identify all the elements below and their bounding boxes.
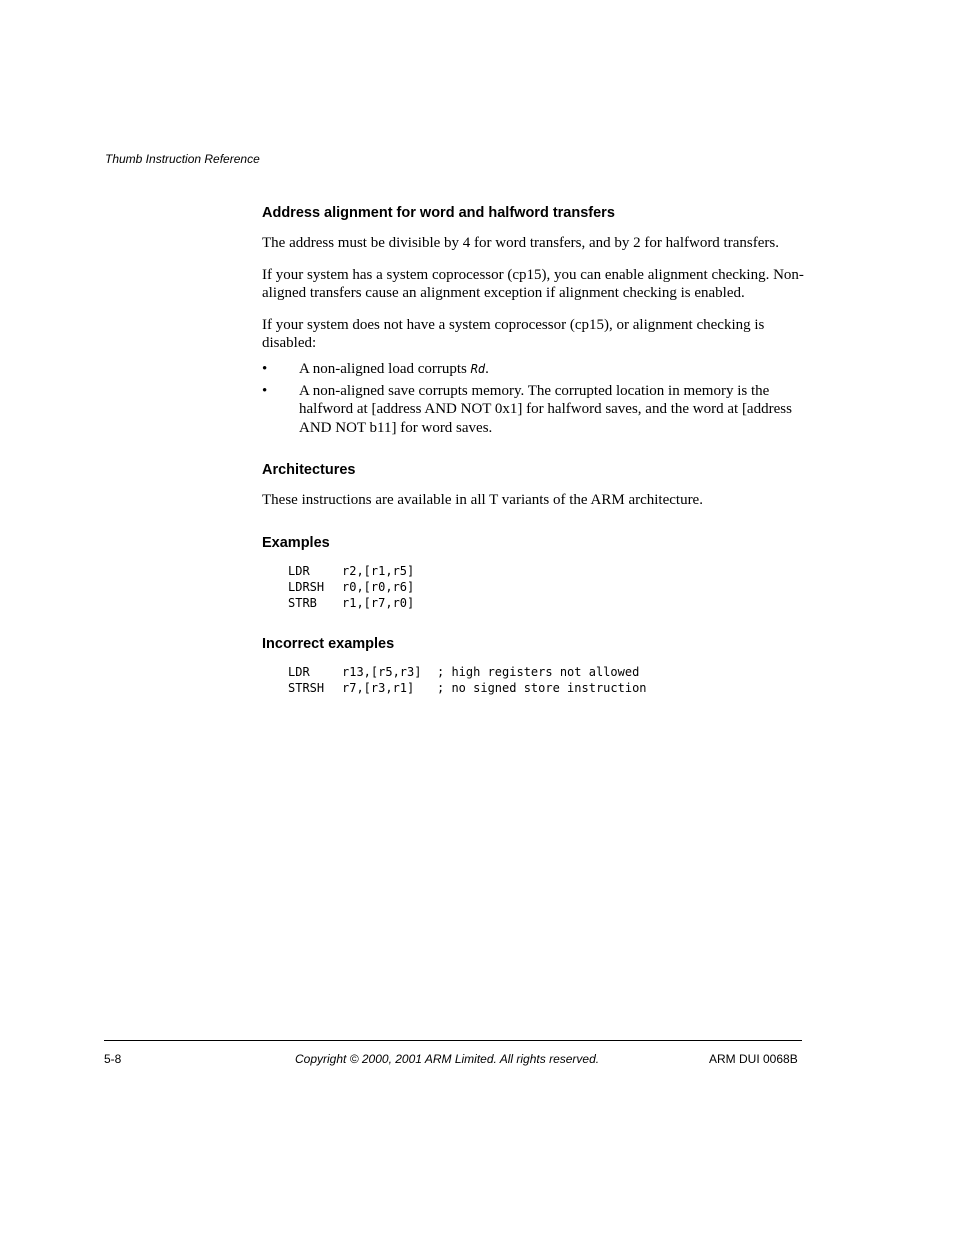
running-header: Thumb Instruction Reference [105, 152, 260, 166]
code-mnemonic: LDR [288, 664, 310, 679]
heading-examples: Examples [262, 534, 330, 551]
architectures-section [262, 462, 807, 510]
heading-architectures: Architectures [262, 462, 356, 478]
alignment-para-2: If your system has a system coprocessor (cp15), you can enable alignment checking. Non-aligned transfers cause an alignment exception if alignment checking is enabled. [262, 266, 804, 301]
document-id: ARM DUI 0068B [709, 1052, 798, 1066]
page-number: 5-8 [104, 1052, 122, 1066]
bullet-end: . [485, 360, 489, 377]
code-line [288, 579, 807, 595]
alignment-para-1: The address must be divisible by 4 for word transfers, and by 2 for halfword transfers. [262, 235, 779, 251]
incorrect-code-block [288, 664, 807, 696]
code-mnemonic: STRSH [288, 680, 325, 695]
code-operands: r1,[r7,r0] [342, 595, 415, 610]
bullet-text: A non-aligned save corrupts memory. The corrupted location in memory is the halfword at [address AND NOT 0x1] for halfword saves, and the word at [address AND NOT b11] for word saves. [299, 382, 792, 436]
code-line [288, 680, 807, 696]
architectures-para: These instructions are available in all T variants of the ARM architecture. [262, 492, 703, 508]
code-operands: r13,[r5,r3] [342, 664, 422, 679]
code-operands: r2,[r1,r5] [342, 563, 415, 578]
examples-code-block [288, 563, 807, 611]
bullet-marker: • [262, 382, 268, 399]
code-operands: r0,[r0,r6] [342, 579, 415, 594]
footer-divider [104, 1040, 802, 1041]
code-comment: ; no signed store instruction [437, 680, 647, 695]
code-mnemonic: LDR [288, 563, 310, 578]
bullet-marker: • [262, 360, 268, 377]
code-line [288, 664, 807, 680]
examples-section [262, 535, 807, 611]
incorrect-examples-section [262, 636, 807, 696]
bullet-item [262, 382, 807, 438]
heading-incorrect-examples: Incorrect examples [262, 635, 395, 652]
bullet-item [262, 360, 807, 379]
alignment-para-3: If your system does not have a system coprocessor (cp15), or alignment checking is disabled: [262, 316, 765, 351]
code-mnemonic: STRB [288, 595, 317, 610]
code-comment: ; high registers not allowed [437, 664, 640, 679]
bullet-text: A non-aligned load corrupts [299, 360, 471, 377]
heading-address-alignment: Address alignment for word and halfword transfers [262, 205, 615, 221]
copyright-notice: Copyright © 2000, 2001 ARM Limited. All rights reserved. [295, 1052, 600, 1066]
code-mnemonic: LDRSH [288, 579, 325, 594]
register-name: Rd [470, 361, 486, 376]
alignment-bullet-list [262, 360, 807, 438]
code-line [288, 563, 807, 579]
page-content [262, 205, 807, 696]
code-line [288, 595, 807, 611]
code-operands: r7,[r3,r1] [342, 680, 415, 695]
